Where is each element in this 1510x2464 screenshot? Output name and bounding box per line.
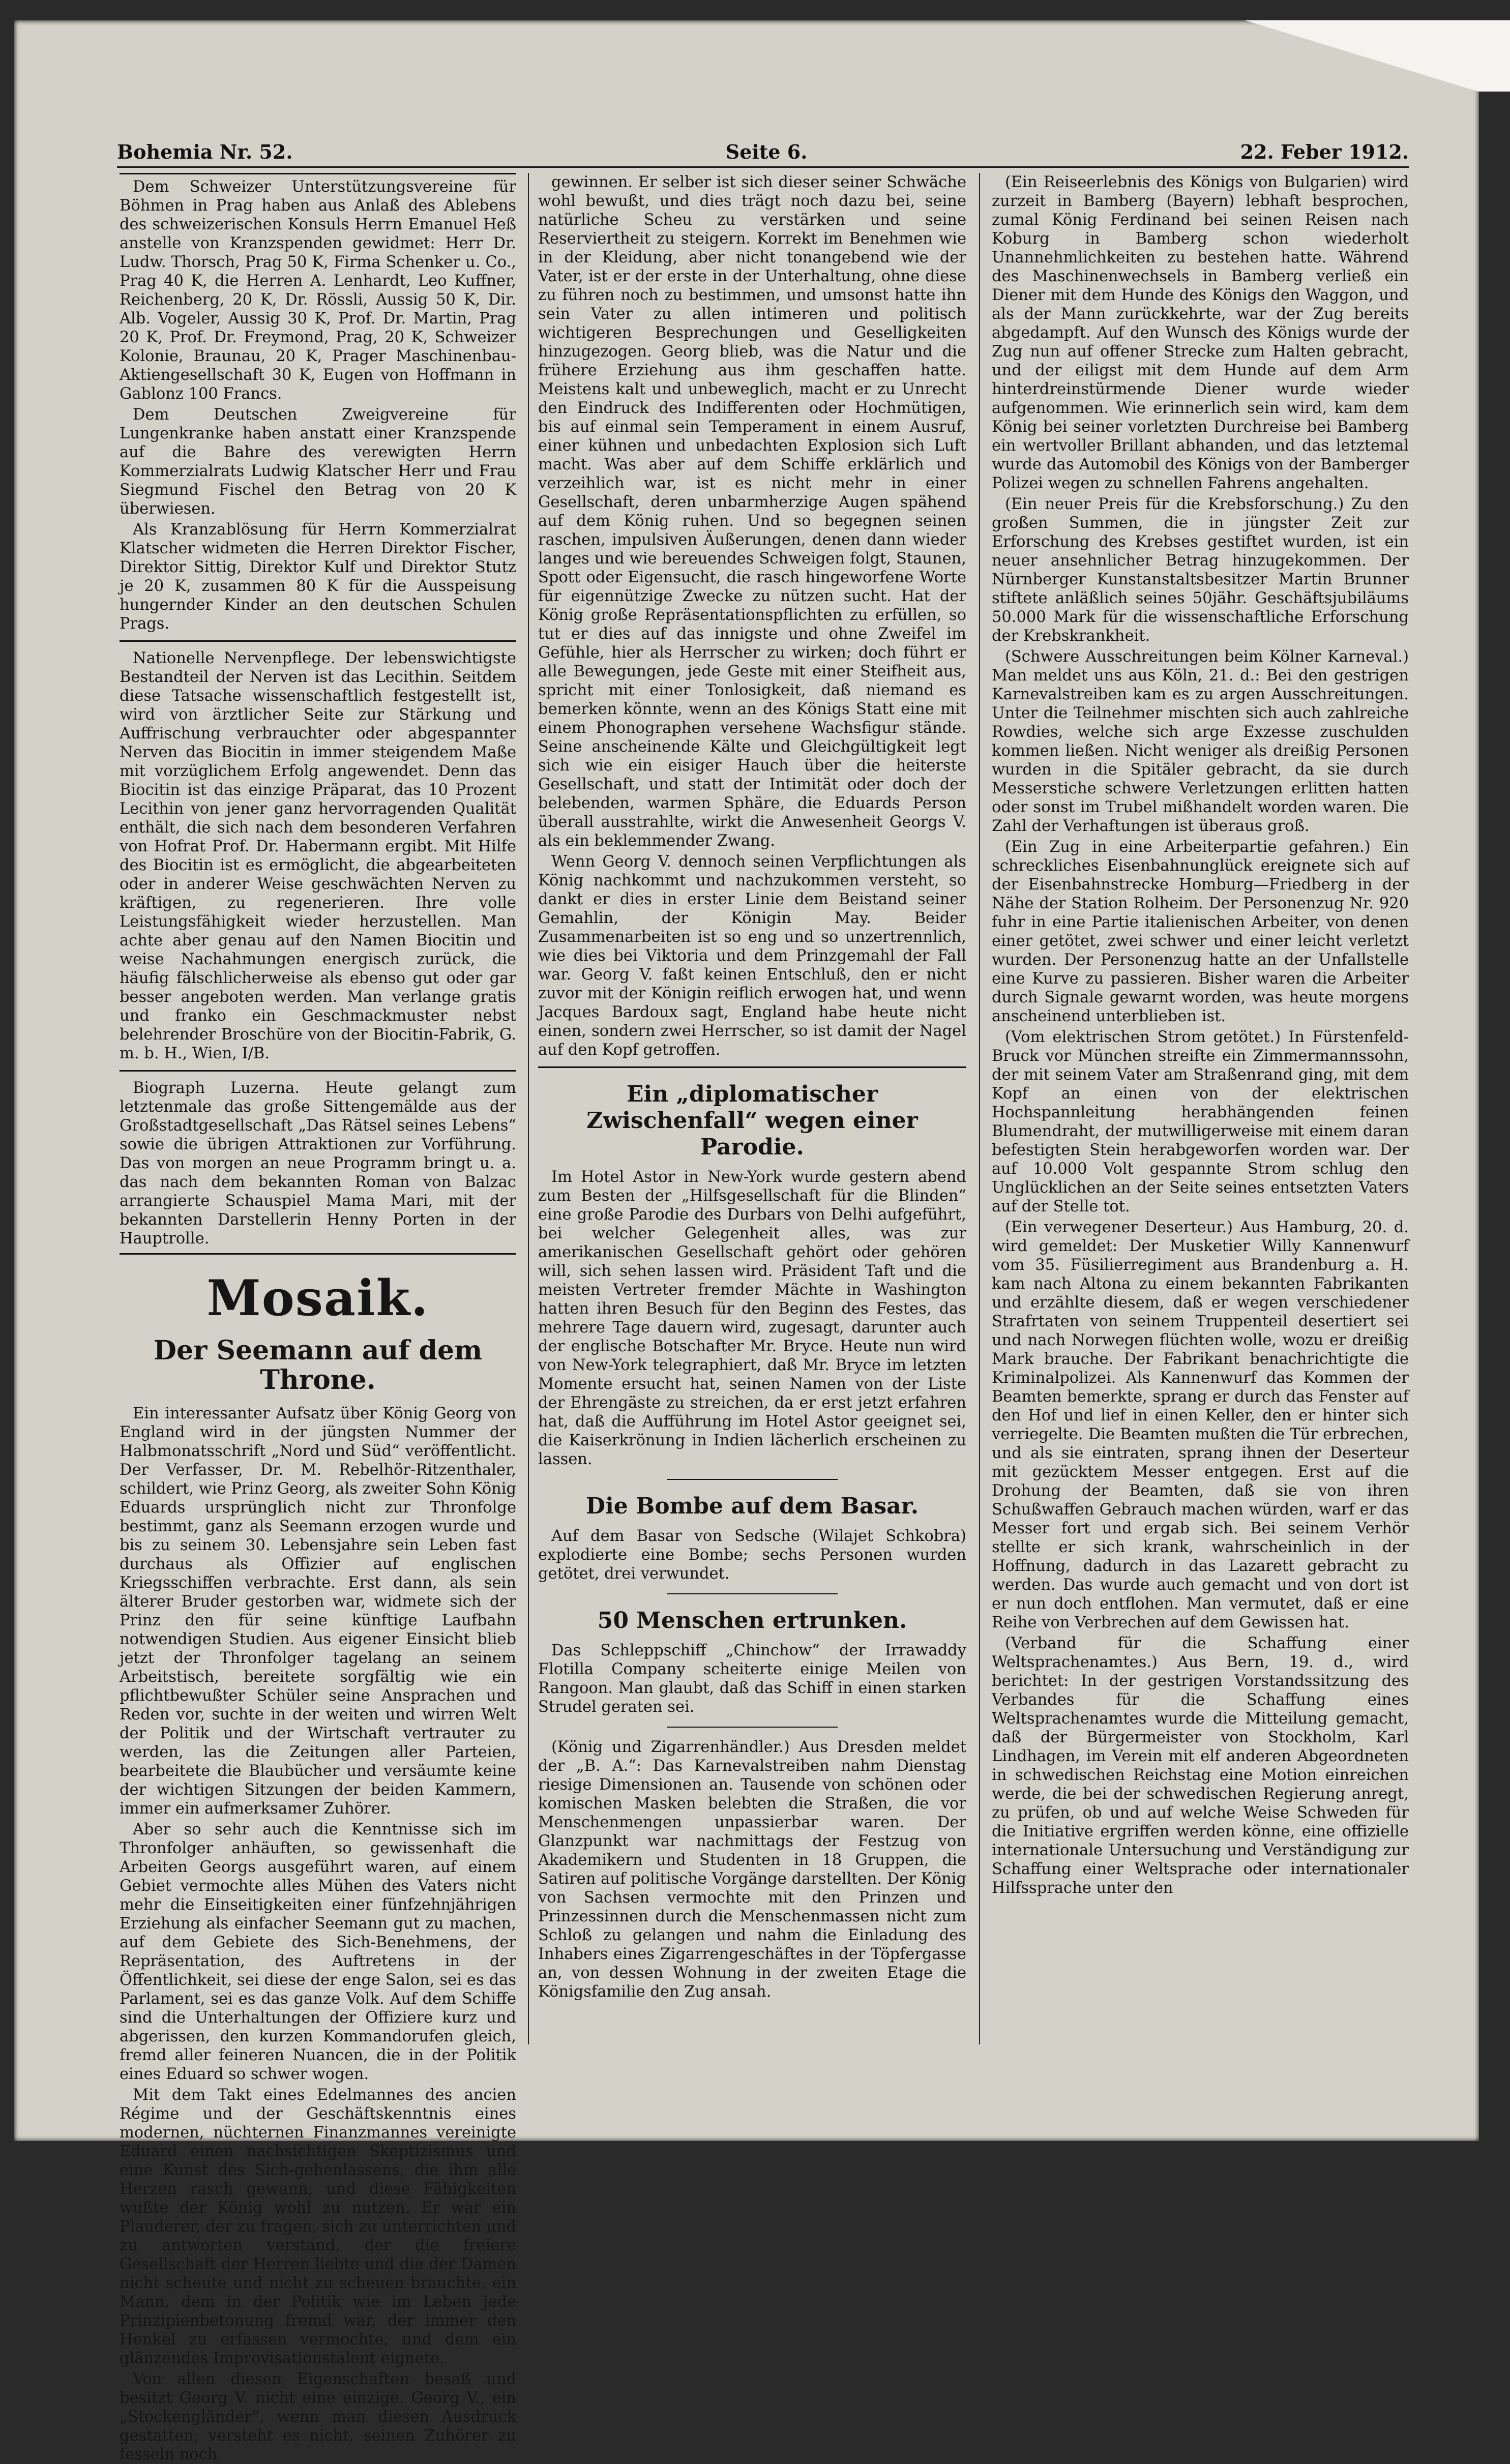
news-item: (Ein neuer Preis für die Krebsforschung.) Zu den großen Summen, die in jüngster Zeit zur Erforschung des Krebses gestiftet wurden, ist ein neuer ansehnlicher Betrag hinzugekommen. Der Nürnberger Kunstanstaltsbesitzer Martin Brunner stiftete anläßlich seines 50jähr. Geschäftsjubiläums 50.000 Mark für die wissenschaftliche Erforschung der Krebskrankheit. [992, 495, 1409, 645]
section-title: Mosaik. [206, 1269, 429, 1327]
article-paragraph: Im Hotel Astor in New-York wurde gestern abend zum Besten der „Hilfsgesellschaft für die Blinden“ eine große Parodie des Durbars von Delhi aufgeführt, bei welcher Gelegenheit alles, was zur amerikanischen Gesellschaft gehört oder gehören will, sich sehen lassen wird. Präsident Taft und die meisten Vertreter fremder Mächte in Washington hatten ihren Besuch für den Beginn des Festes, das mehrere Tage dauern wird, zugesagt, darunter auch der englische Botschafter Mr. Bryce. Heute nun wird von New-York telegraphiert, daß Mr. Bryce im letzten Momente ersucht hat, seinen Namen von der Liste der Ehrengäste zu streichen, da er erst jetzt erfahren hat, daß die Aufführung im Hotel Astor geeignet sei, die Kaiserkrönung in Indien lächerlich erscheinen zu lassen. [538, 1168, 966, 1468]
article-paragraph: (König und Zigarrenhändler.) Aus Dresden meldet der „B. A.“: Das Karnevalstreiben nahm Dienstag riesige Dimensionen an. Tausende von schönen oder komischen Masken belebten die Straßen, die vor Menschenmengen unpassierbar waren. Der Glanzpunkt war nachmittags der Festzug von Akademikern und Studenten in 18 Gruppen, die Satiren auf politische Vorgänge darstellten. Der König von Sachsen vermochte mit den Prinzen und Prinzessinnen durch die Menschenmassen nicht zum Schloß zu gelangen und nahm die Einladung des Inhabers eines Zigarrengeschäftes in der Töpfergasse an, von dessen Wohnung in der zweiten Etage die Königsfamilie den Zug ansah. [538, 1738, 966, 2001]
notice-paragraph: Biograph Luzerna. Heute gelangt zum letztenmale das große Sittengemälde aus der Großstadtgesellschaft „Das Rätsel seines Lebens“ sowie die übrigen Attraktionen zur Vorführung. Das von morgen an neue Programm bringt u. a. das nach dem bekannten Roman von Balzac arrangierte Schauspiel Mama Mari, mit der bekannten Darstellerin Henny Porten in der Hauptrolle. [120, 1079, 516, 1248]
news-item: (Verband für die Schaffung einer Weltsprachenamtes.) Aus Bern, 19. d., wird berichtet: In der gestrigen Vorstandssitzung des Verbandes für die Schaffung eines Weltsprachenamtes wurde die Mitteilung gemacht, daß der Bürgermeister von Stockholm, Karl Lindhagen, im Verein mit elf anderen Abgeordneten in schwedischen Reichstag eine Motion einreichen werde, die bei der schwedischen Regierung anregt, zu prüfen, ob und auf welche Weise Schweden für die Initiative ergriffen werden könne, eine offizielle internationale Untersuchung und Verständigung zur Schaffung einer Weltsprache oder internationaler Hilfssprache unter den [992, 1635, 1409, 1897]
article-paragraph: Auf dem Basar von Sedsche (Wilajet Schkobra) explodierte eine Bombe; sechs Personen wurden getötet, drei verwundet. [538, 1527, 966, 1583]
article-paragraph: Mit dem Takt eines Edelmannes des ancien Régime und der Geschäftskenntnis eines modernen, nüchternen Finanzmannes vereinigte Eduard einen nachsichtigen Skeptizismus und eine Kunst des Sich-gehenlassens, die ihm alle Herzen rasch gewann, und diese Fähigkeiten wußte der König wohl zu nutzen. Er war ein Plauderer, der zu fragen, sich zu unterrichten und zu antworten verstand, der die freiere Gesellschaft der Herren liebte und die der Damen nicht scheute und nicht zu scheuen brauchte, ein Mann, dem in der Politik wie im Leben jede Prinzipienbetonung fremd war, der immer den Henkel zu erfassen vermochte, und dem ein glänzendes Improvisationstalent eignete. [120, 2086, 516, 2367]
article-title: Der Seemann auf dem Throne. [153, 1335, 483, 1396]
notices-block [120, 173, 516, 1255]
header-right: 22. Feber 1912. [1240, 140, 1409, 163]
article-paragraph: Wenn Georg V. dennoch seinen Verpflichtungen als König nachkommt und nachzukommen versteht, so dankt er dies in erster Linie dem Beistand seiner Gemahlin, der Königin May. Beider Zusammenarbeiten ist so eng und so unzertrennlich, wie dies bei Viktoria und dem Prinzgemahl der Fall war. Georg V. faßt keinen Entschluß, den er nicht zuvor mit der Königin reiflich erwogen hat, und wenn Jacques Bardoux sagt, England habe heute nicht einen, sondern zwei Herrscher, so ist damit der Nagel auf den Kopf getroffen. [538, 853, 966, 1059]
news-item: (Ein Reiseerlebnis des Königs von Bulgarien) wird zurzeit in Bamberg (Bayern) lebhaft besprochen, zumal König Ferdinand bei seinen Reisen nach Koburg in Bamberg schon wiederholt Unannehmlichkeiten zu bestehen hatte. Während des Maschinenwechsels in Bamberg verließ ein Diener mit dem Hunde des Königs den Waggon, und als der Mann zurückkehrte, war der Zug bereits abgedampft. Auf den Wunsch des Königs wurde der Zug nun auf offener Strecke zum Halten gebracht, und der eiligst mit dem Hunde auf dem Arm hinterdreinstürmende Diener wurde wieder aufgenommen. Wie erinnerlich sein wird, kam dem König bei seiner vorletzten Durchreise bei Bamberg ein wertvoller Brillant abhanden, und das letztemal wurde das Automobil des Königs von der Bamberger Polizei wegen zu schnellen Fahrens angehalten. [992, 173, 1409, 492]
column-2 [538, 173, 966, 2044]
column-1 [120, 173, 516, 2463]
notice-paragraph: Dem Deutschen Zweigvereine für Lungenkranke haben anstatt einer Kranzspende auf die Bahre des verewigten Herrn Kommerzialrats Ludwig Klatscher Herr und Frau Siegmund Fischel den Betrag von 20 K überwiesen. [120, 406, 516, 518]
news-item: (Schwere Ausschreitungen beim Kölner Karneval.) Man meldet uns aus Köln, 21. d.: Bei den gestrigen Karnevalstreiben kam es zu argen Ausschreitungen. Unter die Teilnehmer mischten sich auch zahlreiche Rowdies, welche sich arge Exzesse zuschulden kommen ließen. Nicht weniger als dreißig Personen wurden in die Spitäler gebracht, da sie durch Messerstiche schwere Verletzungen erlitten hatten oder sonst im Trubel mißhandelt worden waren. Die Zahl der Verhaftungen ist überaus groß. [992, 648, 1409, 835]
divider [120, 1070, 516, 1072]
article-paragraph: Das Schleppschiff „Chinchow“ der Irrawaddy Flotilla Company scheiterte einige Meilen von Rangoon. Man glaubt, daß das Schiff in einen starken Strudel geraten sei. [538, 1642, 966, 1716]
article-paragraph: Aber so sehr auch die Kenntnisse sich im Thronfolger anhäuften, so gewissenhaft die Arbeiten Georgs ausgeführt waren, auf einem Gebiet vermochte alles Mühen des Vaters nicht mehr die Einseitigkeiten einer fünfzehnjährigen Erziehung als einfacher Seemann gut zu machen, auf dem Gebiete des Sich-Benehmens, der Repräsentation, des Auftretens in der Öffentlichkeit, sei diese der enge Salon, sei es das Parlament, sei es das ganze Volk. Auf dem Schiffe sind die Unterhaltungen der Offiziere kurz und abgerissen, den kurzen Kommandorufen gleich, fremd aller feineren Nuancen, die in der Politik eines Eduard so schwer wogen. [120, 1821, 516, 2083]
article-title: Die Bombe auf dem Basar. [585, 1493, 919, 1519]
header-left: Bohemia Nr. 52. [117, 140, 293, 163]
torn-corner [1245, 20, 1510, 92]
news-item: (Vom elektrischen Strom getötet.) In Fürstenfeld-Bruck vor München streifte ein Zimmermannssohn, der mit seinem Vater am Straßenrand ging, mit dem Kopf an einen von der elektrischen Hochspannleitung herabhängenden feinen Blumendraht, der mutwilligerweise mit einem daran befestigten Stein herabgeworfen worden war. Der auf 10.000 Volt gespannte Strom schlug den Unglücklichen an der Seite seines entsetzten Vaters auf der Stelle tot. [992, 1028, 1409, 1215]
article-paragraph: gewinnen. Er selber ist sich dieser seiner Schwäche wohl bewußt, und dies trägt noch dazu bei, seine natürliche Scheu zu verstärken und seine Reserviertheit zu steigern. Korrekt im Benehmen wie in der Kleidung, aber nicht tonangebend wie der Vater, ist er der erste in der Unterhaltung, ohne diese zu führen noch zu bestimmen, und umsonst hatte ihn sein Vater zu allen intimeren und politisch wichtigeren Besprechungen und Geselligkeiten hinzugezogen. Georg blieb, was die Natur und die frühere Erziehung aus ihm geschaffen hatte. Meistens kalt und unbeweglich, macht er zu Unrecht den Eindruck des Indifferenten oder Hochmütigen, bis auf einmal sein Temperament in einem Ausruf, einer kühnen und unbedachten Explosion sich Luft macht. Was aber auf dem Schiffe erklärlich und verzeihlich war, ist es nicht mehr in einer Gesellschaft, deren unbarmherzige Augen spähend auf dem König ruhen. Und so begegnen seinen raschen, impulsiven Äußerungen, denen dann wieder langes und wie bereuendes Schweigen folgt, Staunen, Spott oder Eigensucht, die rasch hingeworfene Worte für eigennützige Zwecke zu nützen sucht. Hat der König große Repräsentationspflichten zu erfüllen, so tut er dies auf das innigste und ohne Zweifel im Gefühle, hier als Herrscher zu wirken; doch führt er alle Bewegungen, jede Geste mit einer Steifheit aus, spricht mit einer Tonlosigkeit, daß niemand es bemerken könnte, wenn an des Königs Statt eine mit einem Phonographen versehene Wachsfigur stände. Seine anscheinende Kälte und Gleichgültigkeit legt sich wie ein eisiger Hauch über die heiterste Gesellschaft, und statt der Intimität oder doch der belebenden, warmen Sphäre, die Eduards Person überall ausstrahlte, wirkt die Anwesenheit Georgs V. als ein beklemmender Zwang. [538, 173, 966, 850]
divider [538, 1066, 966, 1068]
news-item: (Ein Zug in eine Arbeiterpartie gefahren.) Ein schreckliches Eisenbahnunglück ereignete sich auf der Eisenbahnstrecke Homburg—Friedberg in der Nähe der Station Rolheim. Der Personenzug Nr. 920 fuhr in eine Partie italienischen Arbeiter, von denen einer getötet, zwei schwer und einer leicht verletzt wurden. Der Personenzug hatte an der Unfallstelle eine Kurve zu passieren. Bisher waren die Arbeiter durch Signale gewarnt worden, was heute morgens anscheinend unterblieben ist. [992, 838, 1409, 1025]
divider [120, 640, 516, 642]
divider [667, 1593, 838, 1594]
notice-paragraph: Nationelle Nervenpflege. Der lebenswichtigste Bestandteil der Nerven ist das Lecithin. Seitdem diese Tatsache wissenschaftlich festgestellt ist, wird von ärztlicher Seite zur Stärkung und Auffrischung verbrauchter oder abgespannter Nerven das Biocitin in immer steigendem Maße mit vorzüglichem Erfolg angewendet. Denn das Biocitin ist das einzige Präparat, das 10 Prozent Lecithin von jener ganz hervorragenden Qualität enthält, die sich nach dem besonderen Verfahren von Hofrat Prof. Dr. Habermann ergibt. Mit Hilfe des Biocitin ist es ermöglicht, die abgearbeiteten oder in anderer Weise geschwächten Nerven zu kräftigen, zu regenerieren. Ihre volle Leistungsfähigkeit wieder herzustellen. Man achte aber genau auf den Namen Biocitin und weise Nachahmungen energisch zurück, die häufig fälschlicherweise als ebenso gut oder gar besser angeboten werden. Man verlange gratis und franko ein Geschmackmuster nebst belehrender Broschüre von der Biocitin-Fabrik, G. m. b. H., Wien, I/B. [120, 649, 516, 1062]
article-title: Ein „diplomatischer Zwischenfall“ wegen einer Parodie. [586, 1081, 918, 1160]
divider [667, 1727, 838, 1728]
column-divider [979, 173, 980, 2044]
news-item: (Ein verwegener Deserteur.) Aus Hamburg, 20. d. wird gemeldet: Der Musketier Willy Kannenwurf vom 35. Füsilierregiment aus Brandenburg a. H. kam nach Altona zu einem bekannten Fabrikanten und erzählte diesem, daß er wegen verschiedener Strafrtaten von seinem Truppenteil desertiert sei und nach Norwegen flüchten wolle, wozu er dreißig Mark brauche. Der Fabrikant benachrichtigte die Kriminalpolizei. Als Kannenwurf das Kommen der Beamten bemerkte, sprang er durch das Fenster auf den Hof und lief in einen Keller, den er hinter sich verriegelte. Die Beamten mußten die Tür erbrechen, und als sie eintraten, sprang ihnen der Deserteur mit gezücktem Messer entgegen. Erst auf die Drohung der Beamten, daß sie von ihren Schußwaffen Gebrauch machen würden, warf er das Messer fort und ergab sich. Bei seinem Verhör stellte er sich krank, wahrscheinlich in der Hoffnung, dadurch in das Lazarett gebracht zu werden. Das wurde auch gemacht und von dort ist er nun doch entflohen. Man vermutet, daß er eine Reihe von Verbrechen auf dem Gewissen hat. [992, 1219, 1409, 1631]
article-title: 50 Menschen ertrunken. [597, 1608, 907, 1634]
notice-paragraph: Dem Schweizer Unterstützungsvereine für Böhmen in Prag haben aus Anlaß des Ablebens des schweizerischen Konsuls Herrn Emanuel Heß anstelle von Kranzspenden gewidmet: Herr Dr. Ludw. Thorsch, Prag 50 K, Firma Schenker u. Co., Prag 40 K, die Herren A. Lenhardt, Leo Kuffner, Reichenberg, 20 K, Dr. Rössli, Aussig 50 K, Dir. Alb. Vogeler, Aussig 30 K, Prof. Dr. Martin, Prag 20 K, Prof. Dr. Freymond, Prag, 20 K, Schweizer Kolonie, Braunau, 20 K, Prager Maschinenbau-Aktiengesellschaft 30 K, Eugen von Hoffmann in Gablonz 100 Francs. [120, 178, 516, 403]
column-3 [992, 173, 1409, 2044]
page-header [117, 137, 1409, 168]
article-paragraph: Von allen diesen Eigenschaften besaß und besitzt Georg V. nicht eine einzige. Georg V., ein „Stockengländer“, wenn man diesen Ausdruck gestatten, versteht es nicht, seinen Zuhörer zu fesseln noch [120, 2370, 516, 2463]
article-paragraph: Ein interessanter Aufsatz über König Georg von England wird in der jüngsten Nummer der Halbmonatsschrift „Nord und Süd“ veröffentlicht. Der Verfasser, Dr. M. Rebelhör-Ritzenthaler, schildert, wie Prinz Georg, als zweiter Sohn König Eduards ursprünglich nicht zur Thronfolge bestimmt, ganz als Seemann erzogen wurde und bis zu seinem 30. Lebensjahre sein Leben fast durchaus als Offizier auf englischen Kriegsschiffen verbrachte. Erst dann, als sein älterer Bruder gestorben war, widmete sich der Prinz den für seine künftige Laufbahn notwendigen Studien. Aus eigener Einsicht blieb jetzt der Thronfolger tagelang an seinem Arbeitstisch, bereitete sorgfältig wie ein pflichtbewußter Schüler seine Ansprachen und Reden vor, suchte in der weiten und wirren Welt der Politik und der Wirtschaft vertrauter zu werden, las die Zeitungen aller Parteien, bearbeitete die Blaubücher und versäumte keine der wichtigen Sitzungen der beiden Kammern, immer ein aufmerksamer Zuhörer. [120, 1405, 516, 1818]
header-center: Seite 6. [725, 140, 808, 163]
column-divider [528, 173, 529, 2044]
divider [667, 1479, 838, 1480]
notice-paragraph: Als Kranzablösung für Herrn Kommerzialrat Klatscher widmeten die Herren Direktor Fischer, Direktor Sittig, Direktor Kulf und Direktor Stutz je 20 K, zusammen 80 K für die Ausspeisung hungernder Kinder an den deutschen Schulen Prags. [120, 521, 516, 633]
